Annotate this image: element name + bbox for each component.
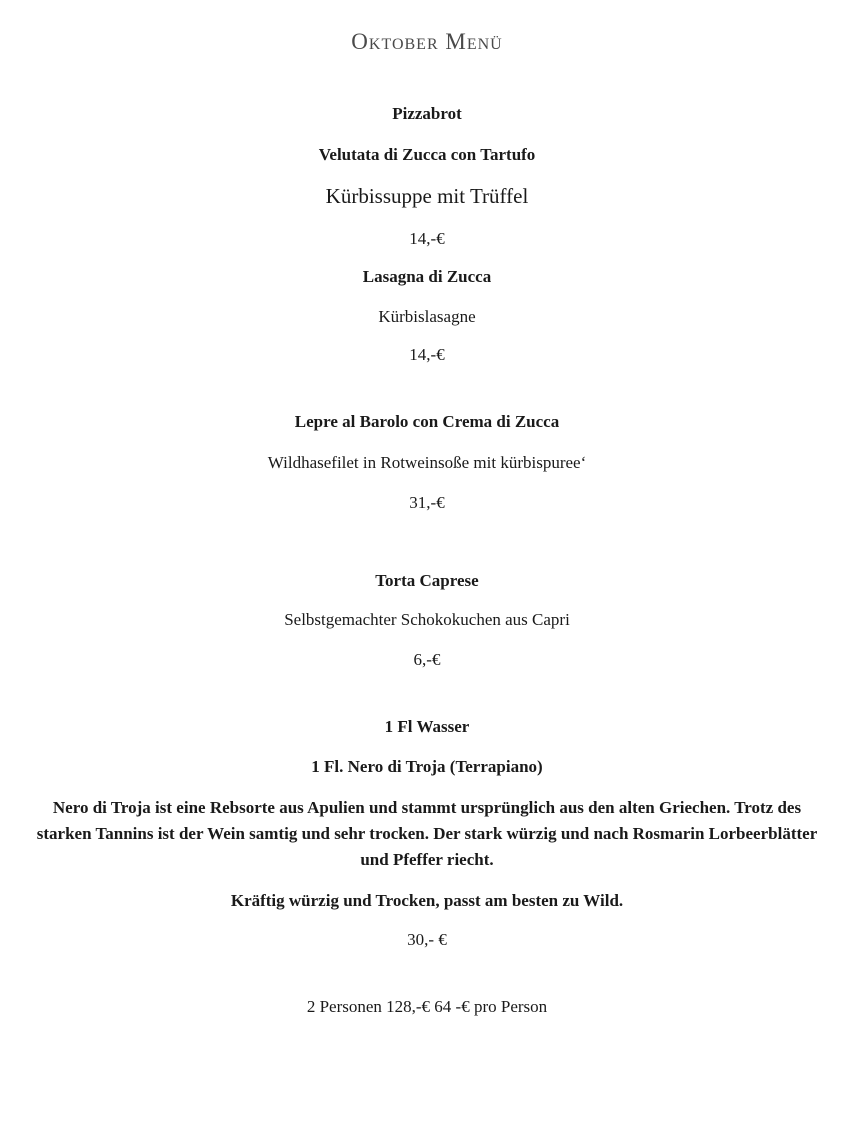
soup-name: Velutata di Zucca con Tartufo <box>318 145 536 164</box>
wine-note: Kräftig würzig und Trocken, passt am besten zu Wild. <box>230 891 624 910</box>
lasagna-description: Kürbislasagne <box>378 307 476 326</box>
dessert-name: Torta Caprese <box>375 571 479 590</box>
starter-name: Pizzabrot <box>392 104 462 123</box>
wine-description: Nero di Troja ist eine Rebsorte aus Apulien und stammt ursprünglich aus den alten Griechen. Trotz des starken Tannins ist der Wein samtig und sehr trocken. Der stark würzig und nach Rosmarin Lorbeerblätter und Pfeffer riecht. <box>36 798 818 869</box>
total-price: 2 Personen 128,-€ 64 -€ pro Person <box>306 997 548 1016</box>
soup-price: 14,-€ <box>409 229 445 248</box>
lasagna-name: Lasagna di Zucca <box>362 267 492 286</box>
main-course-price: 31,-€ <box>409 493 445 512</box>
soup-description: Kürbissuppe mit Trüffel <box>325 184 529 208</box>
main-course-description: Wildhasefilet in Rotweinsoße mit kürbispuree‘ <box>267 453 587 472</box>
wine-name: 1 Fl. Nero di Troja (Terrapiano) <box>311 757 543 776</box>
wine-price: 30,- € <box>407 930 447 949</box>
dessert-description: Selbstgemachter Schokokuchen aus Capri <box>284 610 570 629</box>
lasagna-price: 14,-€ <box>409 345 445 364</box>
main-course-name: Lepre al Barolo con Crema di Zucca <box>294 412 560 431</box>
dessert-price: 6,-€ <box>413 650 441 669</box>
water-item: 1 Fl Wasser <box>384 717 470 736</box>
menu-title: Oktober Menü <box>351 29 503 54</box>
